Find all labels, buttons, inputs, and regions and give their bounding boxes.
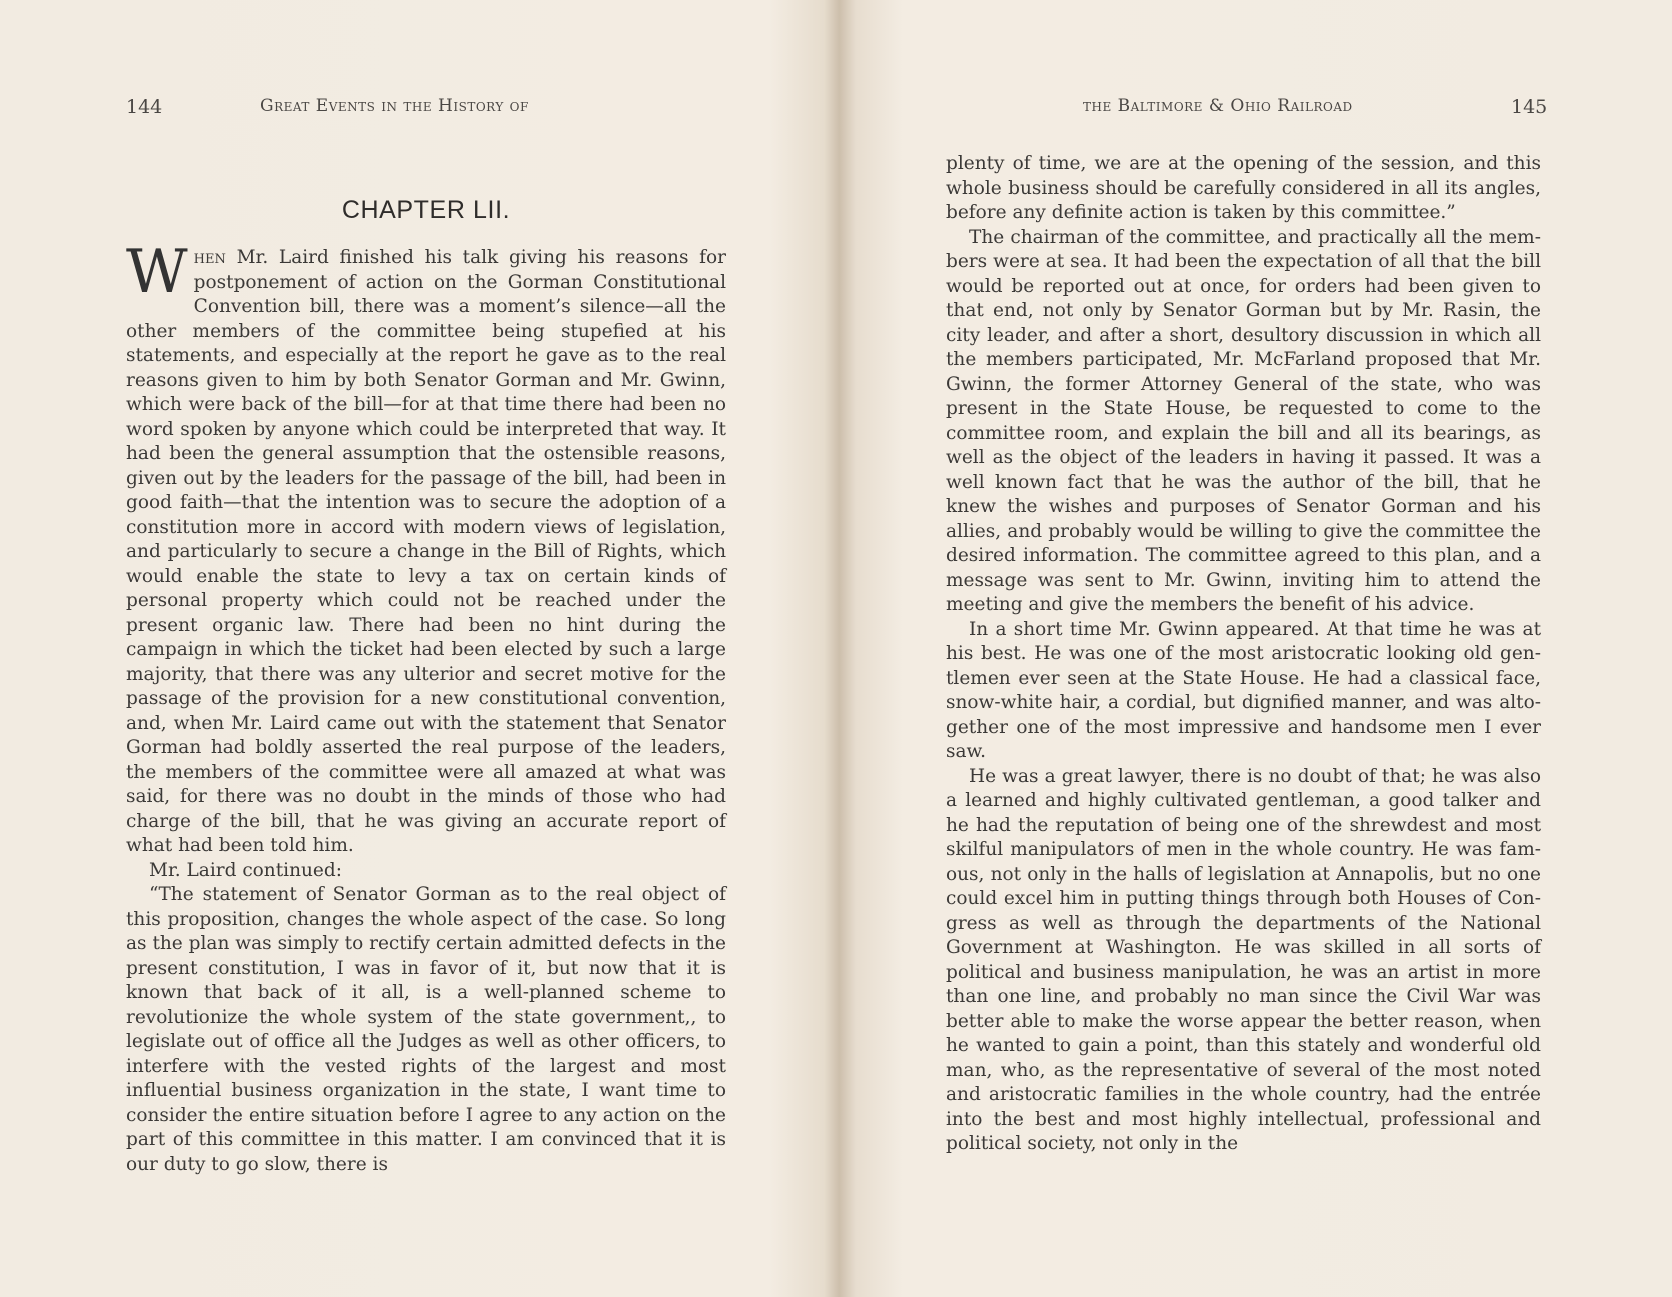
opening-small-caps: hen: [193, 247, 226, 268]
running-head: Great Events in the History of: [260, 96, 529, 116]
page-number: 145: [1511, 96, 1548, 118]
paragraph: The chairman of the committee, and practically all the members were at sea. It had been the expectation of all that the bill would be reported out at once, for orders had been given to that end, not only by Senator Gorman but by Mr. Rasin, the city leader, and after a short, desultory discussion in which all the members participated, Mr. McFarland proposed that Mr. Gwinn, the former Attorney General of the state, who was present in the State House, be requested to come to the committee room, and explain the bill and all its bearings, as well as the object of the leaders in having it passed. It was a well known fact that he was the author of the bill, that he knew the wishes and purposes of Senator Gorman and his allies, and probably would be willing to give the committee the desired information. The committee agreed to this plan, and a message was sent to Mr. Gwinn, inviting him to attend the meeting and give the members the benefit of his advice.: [946, 226, 1541, 615]
right-page: [836, 0, 1672, 1297]
chapter-title: CHAPTER LII.: [341, 196, 511, 224]
paragraph: In a short time Mr. Gwinn appeared. At that time he was at his best. He was one of the most aristocratic looking old gentlemen ever seen at the State House. He had a classical face, snow-white hair, a cordial, but dignified manner, and was altogether one of the most impressive and handsome men I ever saw.: [946, 618, 1541, 762]
running-head: the Baltimore & Ohio Railroad: [1083, 96, 1353, 116]
page-number: 144: [126, 96, 163, 118]
paragraph-text: Mr. Laird finished his talk giving his reasons for postponement of action on the Gorman Constitutional Convention bill, there was a moment’s silence—all the other members of the committee being stupefied at his statements, and especially at the report he gave as to the real reasons given to him by both Senator Gorman and Mr. Gwinn, which were back of the bill—for at that time there had been no word spoken by anyone which could be interpreted that way. It had been the general assumption that the ostensible reasons, given out by the leaders for the passage of the bill, had been in good faith—that the intention was to secure the adoption of a constitution more in accord with modern views of legislation, and particularly to secure a change in the Bill of Rights, which would enable the state to levy a tax on certain kinds of personal property which could not be reached under the present organic law. There had been no hint during the campaign in which the ticket had been elected by such a large majority, that there was any ulterior and secret motive for the passage of the provision for a new constitutional convention, and, when Mr. Laird came out with the statement that Senator Gorman had boldly asserted the real purpose of the leaders, the members of the committee were all amazed at what was said, for there was no doubt in the minds of those who had charge of the bill, that he was giving an accurate report of what had been told him.: [126, 247, 726, 856]
paragraph: “The statement of Senator Gorman as to the real object of this proposition, changes the whole aspect of the case. So long as the plan was simply to rectify certain admitted defects in the present constitution, I was in favor of it, but now that it is known that back of it all, is a well-planned scheme to revolutionize the whole system of the state government,, to legislate out of office all the Judges as well as other officers, to interfere with the vested rights of the largest and most influential business organization in the state, I want time to consider the entire situation before I agree to any action on the part of this committee in this matter. I am convinced that it is our duty to go slow, there is: [126, 884, 726, 1175]
right-page-body: [946, 152, 1541, 1157]
opening-paragraph: [126, 237, 726, 859]
paragraph: He was a great lawyer, there is no doubt of that; he was also a learned and highly cultivated gentleman, a good talker and he had the reputation of being one of the shrewdest and most skilful manipulators of men in the whole country. He was famous, not only in the halls of legislation at Annapolis, but no one could excel him in putting things through both Houses of Congress as well as through the departments of the National Government at Washington. He was skilled in all sorts of political and business manipulation, he was an artist in more than one line, and probably no man since the Civil War was better able to make the worse appear the better reason, when he wanted to gain a point, than this stately and wonderful old man, who, as the representative of several of the most noted and aristocratic families in the whole country, had the entrée into the best and most highly intellectual, professional and political society, not only in the: [946, 765, 1541, 1154]
left-page-body: [126, 237, 726, 1177]
paragraph: plenty of time, we are at the opening of the session, and this whole business should be carefully considered in all its angles, before any definite action is taken by this committee.”: [946, 153, 1541, 223]
drop-cap: W: [126, 237, 188, 307]
paragraph: Mr. Laird continued:: [149, 859, 342, 881]
